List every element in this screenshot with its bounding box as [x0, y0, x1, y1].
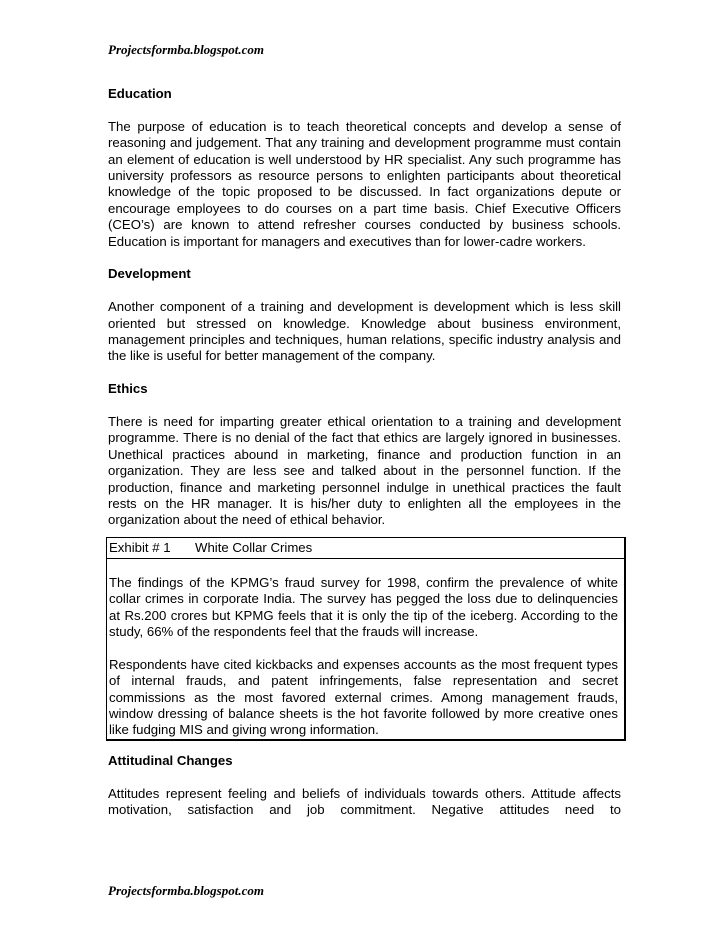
attitudinal-heading: Attitudinal Changes: [108, 752, 233, 768]
page-header: Projectsformba.blogspot.com: [108, 42, 264, 57]
exhibit-body: [107, 559, 624, 739]
ethics-heading: Ethics: [108, 381, 148, 397]
education-paragraph: The purpose of education is to teach theoretical concepts and develop a sense of reasoning and judgement. That any training and development programme must contain an element of education is well understood by HR specialist. Any such programme has university professors as resource persons to enlighten participants about theoretical knowledge of the topic proposed to be discussed. In fact organizations depute or encourage employees to do courses on a part time basis. Chief Executive Officers (CEO’s) are known to attend refresher courses conducted by business schools. Education is important for managers and executives than for lower-cadre workers.: [108, 118, 621, 249]
exhibit-paragraph-1: The findings of the KPMG’s fraud survey for 1998, confirm the prevalence of white collar crimes in corporate India. The survey has pegged the loss due to delinquencies at Rs.200 crores but KPMG feels that it is only the tip of the iceberg. According to the study, 66% of the respondents feel that the frauds will increase.: [109, 574, 618, 639]
attitudinal-paragraph: Attitudes represent feeling and beliefs of individuals towards others. Attitude affects motivation, satisfaction and job commitment. Negative attitudes need to: [108, 785, 621, 817]
ethics-paragraph: There is need for imparting greater ethical orientation to a training and development programme. There is no denial of the fact that ethics are largely ignored in businesses. Unethical practices abound in marketing, finance and production function in an organization. They are less see and talked about in the personnel function. If the production, finance and marketing personnel indulge in unethical practices the fault rests on the HR manager. It is his/her duty to enlighten all the employees in the organization about the need of ethical behavior.: [108, 414, 621, 528]
document-content: [108, 86, 621, 835]
development-paragraph: Another component of a training and development is development which is less skill oriented but stressed on knowledge. Knowledge about business environment, management principles and techniques, human relations, specific industry analysis and the like is useful for better management of the company.: [108, 299, 621, 364]
education-heading: Education: [108, 86, 172, 101]
exhibit-header: [107, 538, 624, 558]
exhibit-paragraph-2: Respondents have cited kickbacks and expenses accounts as the most frequent types of internal frauds, and patent infringements, false representation and secret commissions as the most favored external crimes. Among management frauds, window dressing of balance sheets is the hot favorite followed by more creative ones like fudging MIS and giving wrong information.: [109, 656, 618, 738]
development-heading: Development: [108, 266, 191, 282]
page-footer: Projectsformba.blogspot.com: [108, 883, 264, 898]
exhibit-number: Exhibit # 1: [109, 540, 171, 556]
exhibit-box: [106, 537, 626, 740]
exhibit-title: White Collar Crimes: [195, 540, 313, 556]
